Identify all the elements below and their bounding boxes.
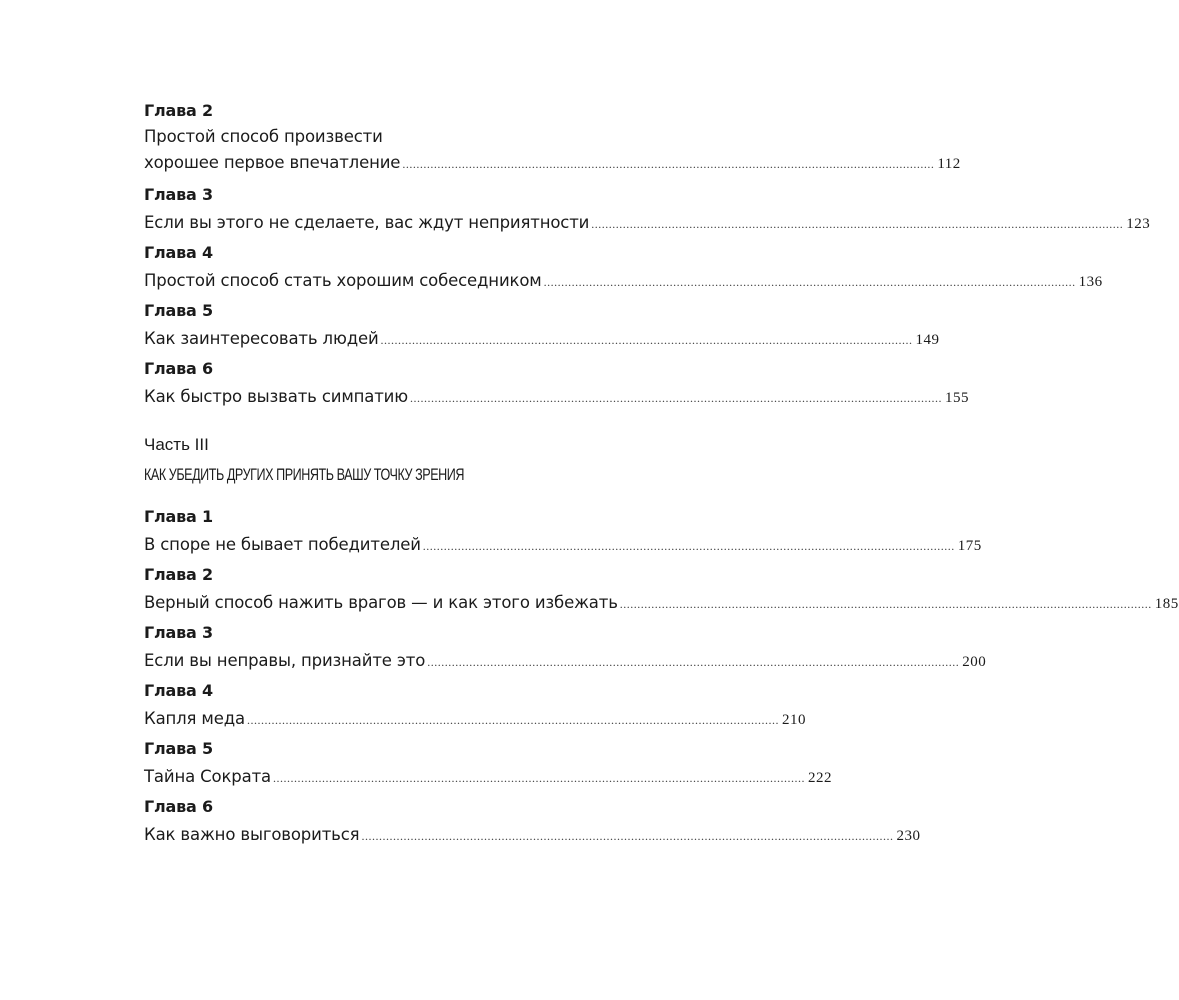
dot-leader: ........................................................................................................................................................ [427,655,960,669]
chapter-title-line [144,763,832,791]
chapter-title-line [144,267,1103,295]
chapter-label: Глава 2 [144,565,213,584]
chapter-title-line [144,531,982,559]
toc-entry[interactable] [144,565,1179,617]
chapter-label: Глава 2 [144,101,213,120]
page-number: 175 [957,538,982,554]
page-number: 185 [1154,596,1179,612]
dot-leader: ........................................................................................................................................................ [619,597,1152,611]
toc-entry[interactable] [144,681,806,733]
chapter-title-line [144,705,806,733]
dot-leader: ........................................................................................................................................................ [361,829,894,843]
chapter-label: Глава 4 [144,243,213,262]
dot-leader: ........................................................................................................................................................ [422,539,955,553]
toc-entry[interactable] [144,185,1151,237]
chapter-label: Глава 6 [144,797,213,816]
chapter-title-line [144,209,1151,237]
chapter-title: Простой способ стать хорошим собеседником [144,271,542,290]
chapter-label: Глава 3 [144,185,213,204]
toc-entry[interactable] [144,243,1103,295]
page-number: 155 [945,390,969,406]
chapter-label: Глава 4 [144,681,213,700]
chapter-label: Глава 5 [144,739,213,758]
chapter-title-line [144,821,921,849]
toc-entry[interactable] [144,623,987,675]
page-number: 136 [1078,274,1103,290]
chapter-title: В споре не бывает победителей [144,535,421,554]
toc-entry[interactable] [144,507,982,559]
table-of-contents [144,0,1179,1000]
chapter-title-line [144,149,961,177]
toc-entry[interactable] [144,739,832,791]
dot-leader: ........................................................................................................................................................ [402,157,935,171]
toc-entry[interactable] [144,797,921,849]
dot-leader: ........................................................................................................................................................ [410,391,942,405]
chapter-title: Как важно выговориться [144,825,360,844]
chapter-title: Простой способ произвести [144,127,383,146]
chapter-title: Верный способ нажить врагов — и как этого избежать [144,593,618,612]
chapter-title-line [144,589,1179,617]
chapter-title: Если вы этого не сделаете, вас ждут неприятности [144,213,590,232]
part-label: Часть III [144,435,209,454]
chapter-label: Глава 1 [144,507,213,526]
toc-entry[interactable] [144,301,940,353]
page-number: 149 [915,332,940,348]
chapter-title: Если вы неправы, признайте это [144,651,426,670]
chapter-label: Глава 6 [144,359,213,378]
page-number: 222 [808,770,832,786]
page-number: 230 [896,828,921,844]
chapter-title-line [144,325,940,353]
toc-entry[interactable] [144,101,961,177]
dot-leader: ........................................................................................................................................................ [543,275,1076,289]
chapter-title: Тайна Сократа [144,767,271,786]
dot-leader: ........................................................................................................................................................ [246,713,779,727]
page-number: 123 [1126,216,1151,232]
page-number: 112 [937,156,961,172]
chapter-label: Глава 5 [144,301,213,320]
chapter-title-line [144,647,987,675]
dot-leader: ........................................................................................................................................................ [380,333,913,347]
page-number: 210 [781,712,806,728]
chapter-title: Капля меда [144,709,245,728]
chapter-title: Как быстро вызвать симпатию [144,387,408,406]
toc-entry[interactable] [144,359,969,411]
page-number: 200 [962,654,987,670]
chapter-title-line [144,383,969,411]
chapter-label: Глава 3 [144,623,213,642]
chapter-title: хорошее первое впечатление [144,153,401,172]
part-title: КАК УБЕДИТЬ ДРУГИХ ПРИНЯТЬ ВАШУ ТОЧКУ ЗРЕНИЯ [144,465,465,484]
dot-leader: ........................................................................................................................................................ [591,217,1124,231]
part-heading [144,434,664,487]
chapter-title: Как заинтересовать людей [144,329,379,348]
dot-leader: ........................................................................................................................................................ [273,771,805,785]
